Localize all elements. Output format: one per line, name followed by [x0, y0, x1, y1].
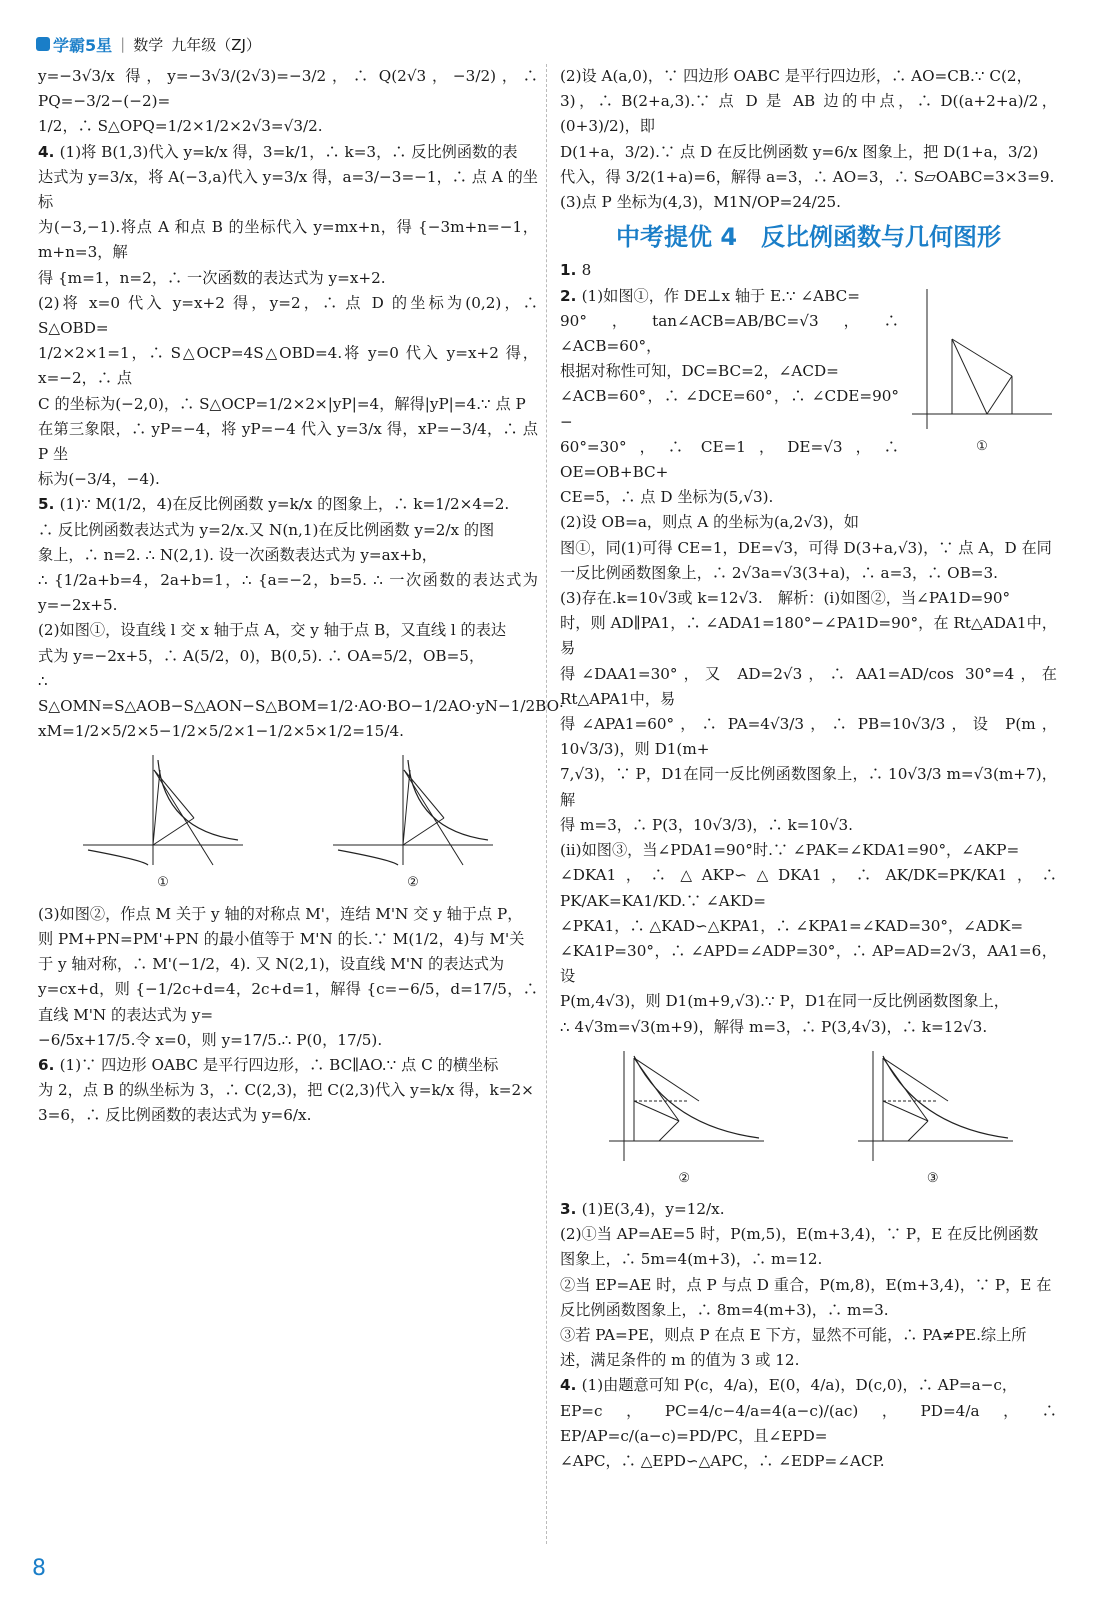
answer-text: ②当 EP=AE 时，点 P 与点 D 重合，P(m,8)，E(m+3,4)，∵ P，E 在 — [560, 1275, 1052, 1294]
answer-line — [560, 258, 1057, 283]
answer-line — [38, 927, 538, 952]
answer-text: 1/2，∴ S△OPQ=1/2×1/2×2√3=√3/2. — [38, 117, 323, 136]
answer-text: EP=c，PC=4/c−4/a=4(a−c)/(ac)，PD=4/a，∴ EP/AP=c/(a−c)=PD/PC，且∠EPD= — [560, 1401, 1057, 1445]
answer-line — [560, 1399, 1057, 1449]
question-number: 5. — [38, 495, 60, 514]
answer-line — [560, 561, 1057, 586]
answer-text: 图象上，∴ 5m=4(m+3)，∴ m=12. — [560, 1250, 823, 1269]
header-separator: | — [120, 35, 126, 53]
answer-line — [560, 510, 1057, 535]
answer-text: 时，则 AD∥PA1，∴ ∠ADA1=180°−∠PA1D=90°，在 Rt△ADA1中，易 — [560, 614, 1057, 658]
answer-line — [560, 1273, 1057, 1298]
answer-text: 得 m=3，∴ P(3，10√3/3)，∴ k=10√3. — [560, 815, 853, 834]
figure-caption: ① — [976, 438, 988, 454]
answer-text: 得 {m=1，n=2，∴ 一次函数的表达式为 y=x+2. — [38, 268, 386, 287]
answer-line — [560, 165, 1057, 190]
answer-line — [560, 662, 1057, 712]
answer-line — [38, 64, 538, 114]
answer-line — [38, 644, 538, 669]
answer-text: (1)∵ M(1/2，4)在反比例函数 y=k/x 的图象上，∴ k=1/2×4=2. — [59, 495, 510, 514]
answer-line — [38, 392, 538, 417]
figure-caption: ② — [678, 1170, 691, 1186]
answer-line — [560, 762, 1057, 812]
answer-line — [560, 89, 1057, 139]
answer-text: (1)E(3,4)，y=12/x. — [581, 1199, 725, 1218]
answer-text: 图①，同(1)可得 CE=1，DE=√3，可得 D(3+a,√3)，∵ 点 A，D 在同 — [560, 538, 1052, 557]
answer-line — [38, 618, 538, 643]
logo-icon — [36, 37, 50, 51]
answer-text: (3)如图②，作点 M 关于 y 轴的对称点 M'，连结 M'N 交 y 轴于点 P， — [38, 904, 523, 923]
answer-text: 根据对称性可知，DC=BC=2，∠ACD= — [560, 362, 839, 381]
answer-text: (2)将 x=0 代入 y=x+2 得，y=2，∴ 点 D 的坐标为(0,2)，∴ S△OBD= — [38, 293, 538, 338]
answer-line — [38, 902, 538, 927]
answer-text: 一反比例函数图象上，∴ 2√3a=√3(3+a)，∴ a=3，∴ OB=3. — [560, 563, 998, 582]
answer-text: 标为(−3/4，−4). — [38, 470, 160, 489]
answer-line — [38, 114, 538, 139]
figure-1 — [907, 284, 1057, 459]
answer-text: 为 2，点 B 的纵坐标为 3，∴ C(2,3)，把 C(2,3)代入 y=k/x 得，k=2× — [38, 1081, 534, 1100]
answer-text: xM=1/2×5/2×5−1/2×5/2×1−1/2×5×1/2=15/4. — [38, 722, 404, 741]
answer-line — [560, 1323, 1057, 1348]
figure-caption: ③ — [926, 1170, 939, 1186]
answer-line — [560, 140, 1057, 165]
left-column — [38, 64, 564, 1129]
answer-line — [560, 914, 1057, 939]
answer-line — [560, 1298, 1057, 1323]
answer-line — [560, 1348, 1057, 1373]
answer-text: −6/5x+17/5.令 x=0，则 y=17/5.∴ P(0，17/5). — [38, 1030, 383, 1049]
answer-text: ∴ S△OMN=S△AOB−S△AON−S△BOM=1/2·AO·BO−1/2AO·yN−1/2BO· — [38, 671, 564, 716]
answer-line — [560, 1015, 1057, 1040]
section-title: 中考提优 4 反比例函数与几何图形 — [615, 223, 1002, 252]
answer-line — [560, 838, 1057, 863]
answer-line — [560, 485, 1057, 510]
figure-row — [38, 750, 538, 895]
answer-line — [38, 1028, 538, 1053]
answer-text: ∠APC，∴ △EPD∽△APC，∴ ∠EDP=∠ACP. — [560, 1451, 885, 1470]
answer-text: (2)①当 AP=AE=5 时，P(m,5)，E(m+3,4)，∵ P，E 在反比例函数 — [560, 1225, 1039, 1244]
answer-text: ∠PKA1，∴ △KAD∽△KPA1，∴ ∠KPA1=∠KAD=30°，∠ADK= — [560, 916, 1024, 935]
answer-text: ∠KA1P=30°，∴ ∠APD=∠ADP=30°，∴ AP=AD=2√3，AA1=6，设 — [560, 941, 1057, 986]
figure-graph — [907, 284, 1057, 434]
question-number: 4. — [38, 142, 60, 161]
grade-label: 九年级（ZJ） — [171, 35, 261, 54]
answer-text: CE=5，∴ 点 D 坐标为(5,√3). — [560, 488, 774, 507]
answer-text: P(m,4√3)，则 D1(m+9,√3).∵ P，D1在同一反比例函数图象上， — [560, 992, 1009, 1011]
answer-line — [560, 190, 1057, 215]
answer-line — [38, 1053, 538, 1078]
figure — [328, 750, 498, 895]
answer-text: (2)设 A(a,0)，∵ 四边形 OABC 是平行四边形，∴ AO=CB.∵ C(2， — [560, 67, 1032, 85]
answer-text: 则 PM+PN=PM'+PN 的最小值等于 M'N 的长.∵ M(1/2，4)与 M'关 — [38, 929, 525, 948]
answer-text: 90°，tan∠ACB=AB/BC=√3，∴ ∠ACB=60°， — [560, 311, 899, 356]
answer-text: 8 — [581, 261, 592, 280]
answer-text: D(1+a，3/2).∵ 点 D 在反比例函数 y=6/x 图象上，把 D(1+a，3/2) — [560, 142, 1039, 161]
answer-text: (1)∵ 四边形 OABC 是平行四边形，∴ BC∥AO.∵ 点 C 的横坐标 — [59, 1055, 499, 1074]
answer-line — [560, 863, 1057, 913]
answer-text: 象上，∴ n=2. ∴ N(2,1). 设一次函数表达式为 y=ax+b， — [38, 545, 437, 564]
answer-line — [38, 266, 538, 291]
answer-text: 得∠APA1=60°，∴ PA=4√3/3，∴ PB=10√3/3，设 P(m，10√3/3)，则 D1(m+ — [560, 715, 1057, 759]
answer-text: 60°=30°，∴ CE=1，DE=√3，∴ OE=OB+BC+ — [560, 437, 899, 482]
answer-text: (ⅱ)如图③，当∠PDA1=90°时.∵ ∠PAK=∠KDA1=90°，∠AKP= — [560, 841, 1020, 860]
answer-line — [560, 1449, 1057, 1474]
question-number: 1. — [560, 261, 582, 280]
answer-text: (1)将 B(1,3)代入 y=k/x 得，3=k/1，∴ k=3，∴ 反比例函数的表 — [59, 142, 518, 161]
answer-text: ∴ 4√3m=√3(m+9)，解得 m=3，∴ P(3,4√3)，∴ k=12√3. — [560, 1017, 988, 1036]
answer-line — [38, 165, 538, 215]
answer-text: ∠ACB=60°，∴ ∠DCE=60°，∴ ∠CDE=90°− — [560, 387, 899, 431]
answer-line — [560, 712, 1057, 762]
answer-line — [38, 952, 538, 977]
answer-line — [38, 669, 564, 719]
figure-row — [560, 1046, 1057, 1191]
answer-text: 式为 y=−2x+5，∴ A(5/2，0)，B(0,5). ∴ OA=5/2，OB=5， — [38, 646, 485, 665]
answer-text: ∴ 反比例函数表达式为 y=2/x.又 N(n,1)在反比例函数 y=2/x 的图 — [38, 520, 495, 539]
answer-line — [38, 719, 538, 744]
answer-line — [38, 543, 538, 568]
answer-text: 反比例函数图象上，∴ 8m=4(m+3)，∴ m=3. — [560, 1300, 889, 1319]
answer-line — [560, 611, 1057, 661]
answer-line — [560, 64, 1057, 89]
figure-graph — [599, 1046, 769, 1166]
brand-name: 学霸5星 — [53, 35, 113, 55]
question-number: 6. — [38, 1055, 60, 1074]
figure-caption: ① — [157, 875, 169, 891]
answer-line — [38, 215, 538, 265]
figure-graph — [848, 1046, 1018, 1166]
answer-line — [38, 518, 538, 543]
figure-graph — [78, 750, 248, 870]
answer-line — [560, 1197, 1057, 1222]
answer-text: y=−3√3/x 得，y=−3√3/(2√3)=−3/2，∴ Q(2√3，−3/2)，∴ PQ=−3/2−(−2)= — [38, 67, 538, 111]
answer-text: 代入，得 3/2(1+a)=6，解得 a=3，∴ AO=3，∴ S▱OABC=3×3=9. — [560, 167, 1055, 186]
answer-text: (2)如图①，设直线 l 交 x 轴于点 A，交 y 轴于点 B，又直线 l 的表达 — [38, 621, 507, 640]
answer-text: 为(−3,−1).将点 A 和点 B 的坐标代入 y=mx+n，得 {−3m+n=−1，m+n=3，解 — [38, 218, 538, 262]
figure-caption: ② — [407, 875, 419, 891]
answer-text: (2)设 OB=a，则点 A 的坐标为(a,2√3)，如 — [560, 513, 859, 532]
answer-line — [38, 977, 538, 1027]
answer-line — [38, 140, 538, 165]
answer-text: 达式为 y=3/x，将 A(−3,a)代入 y=3/x 得，a=3/−3=−1，∴ 点 A 的坐标 — [38, 167, 538, 212]
answer-line — [38, 1103, 538, 1128]
answer-text: 述，满足条件的 m 的值为 3 或 12. — [560, 1351, 800, 1370]
answer-line — [560, 813, 1057, 838]
answer-line — [38, 417, 538, 467]
answer-text: y=cx+d，则 {−1/2c+d=4，2c+d=1，解得 {c=−6/5，d=17/5，∴ 直线 M'N 的表达式为 y= — [38, 980, 538, 1024]
answer-line — [38, 467, 538, 492]
answer-text: (3)点 P 坐标为(4,3)，M1N/OP=24/25. — [560, 193, 841, 212]
answer-text: ∠DKA1，∴ △AKP∽△DKA1，∴ AK/DK=PK/KA1，∴ PK/AK=KA1/KD.∵ ∠AKD= — [560, 866, 1057, 910]
answer-text: 7,√3)，∵ P，D1在同一反比例函数图象上，∴ 10√3/3 m=√3(m+7)，解 — [560, 765, 1057, 809]
answer-text: (1)由题意可知 P(c，4/a)，E(0，4/a)，D(c,0)，∴ AP=a−c， — [581, 1376, 1018, 1395]
figure-graph — [328, 750, 498, 870]
figure — [599, 1046, 769, 1191]
answer-line — [38, 291, 538, 341]
question-number: 3. — [560, 1199, 582, 1218]
figure — [78, 750, 248, 895]
subject-label: 数学 — [133, 35, 164, 54]
column-divider — [546, 64, 547, 1544]
answer-text: ③若 PA=PE，则点 P 在点 E 下方，显然不可能，∴ PA≠PE.综上所 — [560, 1325, 1027, 1344]
answer-text: 3=6，∴ 反比例函数的表达式为 y=6/x. — [38, 1106, 312, 1125]
answer-text: 于 y 轴对称，∴ M'(−1/2，4). 又 N(2,1)，设直线 M'N 的表达式为 — [38, 955, 505, 974]
answer-text: ∴ {1/2a+b=4，2a+b=1，∴ {a=−2，b=5. ∴ 一次函数的表达式为 y=−2x+5. — [38, 571, 538, 615]
answer-line — [38, 1078, 538, 1103]
answer-text: 3)，∴ B(2+a,3).∵ 点 D 是 AB 边的中点，∴ D((a+2+a)/2，(0+3)/2)，即 — [560, 92, 1057, 136]
page-header — [36, 30, 261, 58]
answer-line — [560, 586, 1057, 611]
answer-line — [560, 1222, 1057, 1247]
right-column — [560, 64, 1057, 1474]
page-number: 8 — [32, 1556, 46, 1581]
answer-text: 1/2×2×1=1，∴ S△OCP=4S△OBD=4.将 y=0 代入 y=x+2 得，x=−2，∴ 点 — [38, 344, 538, 388]
answer-line — [560, 536, 1057, 561]
answer-line — [560, 1247, 1057, 1272]
answer-line — [38, 341, 538, 391]
answer-line — [560, 989, 1057, 1014]
answer-text: 在第三象限，∴ yP=−4，将 yP=−4 代入 y=3/x 得，xP=−3/4，∴ 点 P 坐 — [38, 419, 538, 464]
answer-line — [38, 568, 538, 618]
answer-text: 得∠DAA1=30°，又 AD=2√3，∴ AA1=AD/cos 30°=4，在 Rt△APA1中，易 — [560, 664, 1057, 708]
question-number: 2. — [560, 286, 582, 305]
answer-text: (1)如图①，作 DE⊥x 轴于 E.∵ ∠ABC= — [581, 286, 860, 305]
answer-text: C 的坐标为(−2,0)，∴ S△OCP=1/2×2×|yP|=4，解得|yP|=4.∵ 点 P — [38, 394, 526, 413]
question-number: 4. — [560, 1376, 582, 1395]
answer-line — [560, 1373, 1057, 1398]
answer-line — [560, 939, 1057, 989]
answer-text: (3)存在.k=10√3或 k=12√3. 解析：(ⅰ)如图②，当∠PA1D=90° — [560, 589, 1011, 608]
figure — [848, 1046, 1018, 1191]
brand-logo — [36, 33, 112, 56]
answer-line — [38, 492, 538, 517]
